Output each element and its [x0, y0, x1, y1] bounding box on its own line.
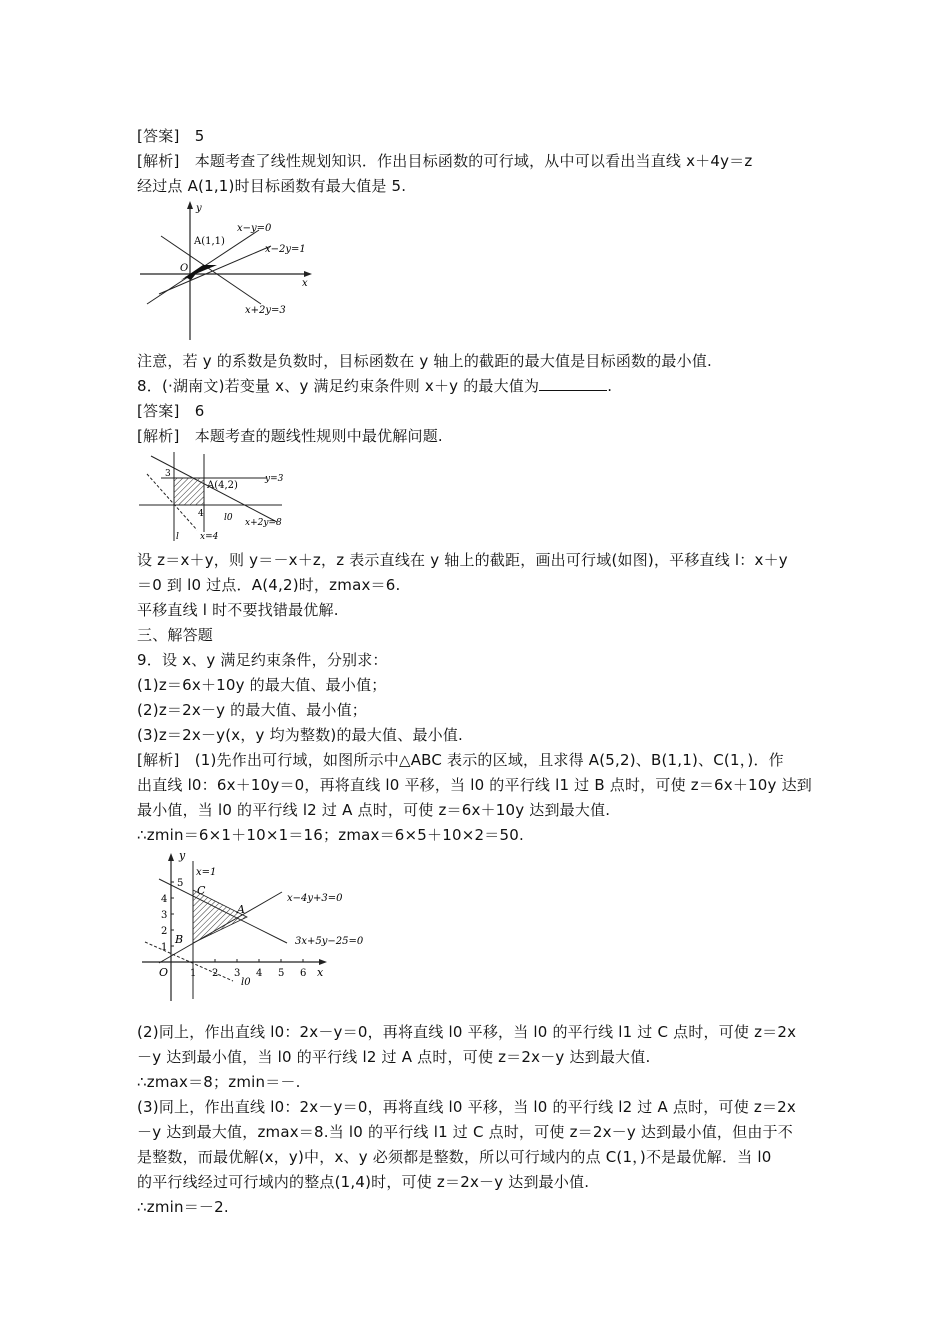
fig1-line-x-minus-y: x−y=0: [237, 223, 272, 234]
fig3-line-l0: l0: [241, 977, 251, 988]
fig3-point-c: C: [197, 884, 206, 897]
body-3-line-2: ＝0 到 l0 过点．A(4,2)时，zmax＝6.: [137, 576, 401, 594]
analysis-9-line-2: 出直线 l0：6x＋10y＝0，再将直线 l0 平移，当 l0 的平行线 l1 过 B 点时，可使 z＝6x＋10y 达到: [137, 776, 812, 794]
body-4-line-1: (2)同上，作出直线 l0：2x－y＝0，再将直线 l0 平移，当 l0 的平行线 l1 过 C 点时，可使 z＝2x: [137, 1023, 797, 1041]
fig3-xtick-2: 2: [212, 968, 219, 979]
fig3-point-a: A: [237, 903, 245, 916]
fig3-ytick-5: 5: [177, 878, 184, 889]
figure-1: [137, 198, 327, 343]
body-4-line-2: －y 达到最小值，当 l0 的平行线 l2 过 A 点时，可使 z＝2x－y 达到最大值.: [137, 1048, 651, 1066]
fig3-line-1: x−4y+3=0: [287, 893, 343, 904]
question-9: 9．设 x、y 满足约束条件，分别求：: [137, 651, 388, 669]
fig3-ytick-4: 4: [161, 894, 168, 905]
body-4-line-6: 是整数，而最优解(x，y)中，x、y 必须都是整数，所以可行域内的点 C(1，)不是最优解．当 l0: [137, 1148, 772, 1166]
fig3-xtick-3: 3: [234, 968, 241, 979]
note-line: 注意，若 y 的系数是负数时，目标函数在 y 轴上的截距的最大值是目标函数的最小值.: [137, 352, 712, 370]
question-8-end: .: [607, 377, 613, 395]
fig2-line-x-plus-2y: x+2y=8: [245, 518, 282, 528]
body-4-line-8: ∴zmin＝－2.: [137, 1198, 229, 1216]
figure-3: [137, 849, 377, 1004]
fig2-point-a-label: A(4,2): [207, 480, 238, 491]
fig3-x-label: x: [317, 966, 324, 979]
question-9-part-2: (2)z＝2x－y 的最大值、最小值；: [137, 701, 367, 719]
figure-2: [137, 450, 287, 545]
body-3-line-1: 设 z＝x＋y，则 y＝－x＋z，z 表示直线在 y 轴上的截距，画出可行域(如图)，平移直线 l：x＋y: [137, 551, 788, 569]
section-heading: 三、解答题: [137, 626, 214, 644]
fig3-xtick-5: 5: [278, 968, 285, 979]
question-8: [137, 375, 612, 397]
fig3-point-b: B: [175, 933, 184, 946]
body-4-line-5: －y 达到最大值，zmax＝8.当 l0 的平行线 l1 过 C 点时，可使 z＝2x－y 达到最小值，但由于不: [137, 1123, 793, 1141]
question-9-part-1: (1)z＝6x＋10y 的最大值、最小值；: [137, 676, 387, 694]
fig2-line-y3: y=3: [265, 474, 284, 484]
fig3-xtick-6: 6: [300, 968, 307, 979]
fig3-line-2: 3x+5y−25=0: [295, 936, 364, 947]
fig1-line-x-minus-2y: x−2y=1: [265, 244, 306, 255]
analysis-1-line-2: 经过点 A(1,1)时目标函数有最大值是 5.: [137, 177, 407, 195]
fig1-line-x-plus-2y: x+2y=3: [245, 305, 286, 316]
answer-2: [答案] 6: [137, 402, 205, 420]
fig1-origin-label: O: [180, 263, 189, 274]
fig3-ytick-3: 3: [161, 910, 168, 921]
analysis-2: [解析] 本题考查的题线性规则中最优解问题.: [137, 427, 443, 445]
body-4-line-4: (3)同上，作出直线 l0：2x－y＝0，再将直线 l0 平移，当 l0 的平行线 l2 过 A 点时，可使 z＝2x: [137, 1098, 796, 1116]
analysis-9-line-1: [解析] (1)先作出可行域，如图所示中△ABC 表示的区域，且求得 A(5,2)、B(1,1)、C(1，)．作: [137, 751, 784, 769]
fig3-ytick-1: 1: [161, 942, 168, 953]
fig3-ytick-2: 2: [161, 926, 168, 937]
body-4-line-7: 的平行线经过可行域内的整点(1,4)时，可使 z＝2x－y 达到最小值.: [137, 1173, 590, 1191]
fig3-xtick-1: 1: [190, 968, 197, 979]
analysis-9-result: ∴zmin＝6×1＋10×1＝16；zmax＝6×5＋10×2＝50.: [137, 826, 524, 844]
body-3-line-3: 平移直线 l 时不要找错最优解.: [137, 601, 339, 619]
fig3-y-label: y: [179, 849, 186, 862]
answer-1: [答案] 5: [137, 127, 205, 145]
question-9-part-3: (3)z＝2x－y(x，y 均为整数)的最大值、最小值.: [137, 726, 464, 744]
answer-blank: [539, 376, 607, 391]
fig1-point-a-label: A(1,1): [194, 236, 225, 247]
question-8-text: 8．(·湖南文)若变量 x、y 满足约束条件则 x＋y 的最大值为: [137, 377, 540, 395]
fig2-line-x4: x=4: [200, 532, 219, 542]
analysis-9-line-3: 最小值，当 l0 的平行线 l2 过 A 点时，可使 z＝6x＋10y 达到最大值.: [137, 801, 611, 819]
fig2-line-l0: l0: [224, 513, 233, 523]
fig2-line-l: l: [176, 532, 179, 542]
analysis-1-line-1: [解析] 本题考查了线性规划知识．作出目标函数的可行域，从中可以看出当直线 x＋4y＝z: [137, 152, 753, 170]
fig1-y-label: y: [196, 203, 202, 214]
fig2-tick-4: 4: [198, 509, 204, 519]
fig1-x-label: x: [302, 278, 308, 289]
body-4-line-3: ∴zmax＝8；zmin＝－.: [137, 1073, 301, 1091]
fig3-xtick-4: 4: [256, 968, 263, 979]
fig2-tick-3: 3: [165, 469, 171, 479]
fig3-line-x1: x=1: [196, 867, 217, 878]
fig3-origin-label: O: [159, 966, 169, 979]
